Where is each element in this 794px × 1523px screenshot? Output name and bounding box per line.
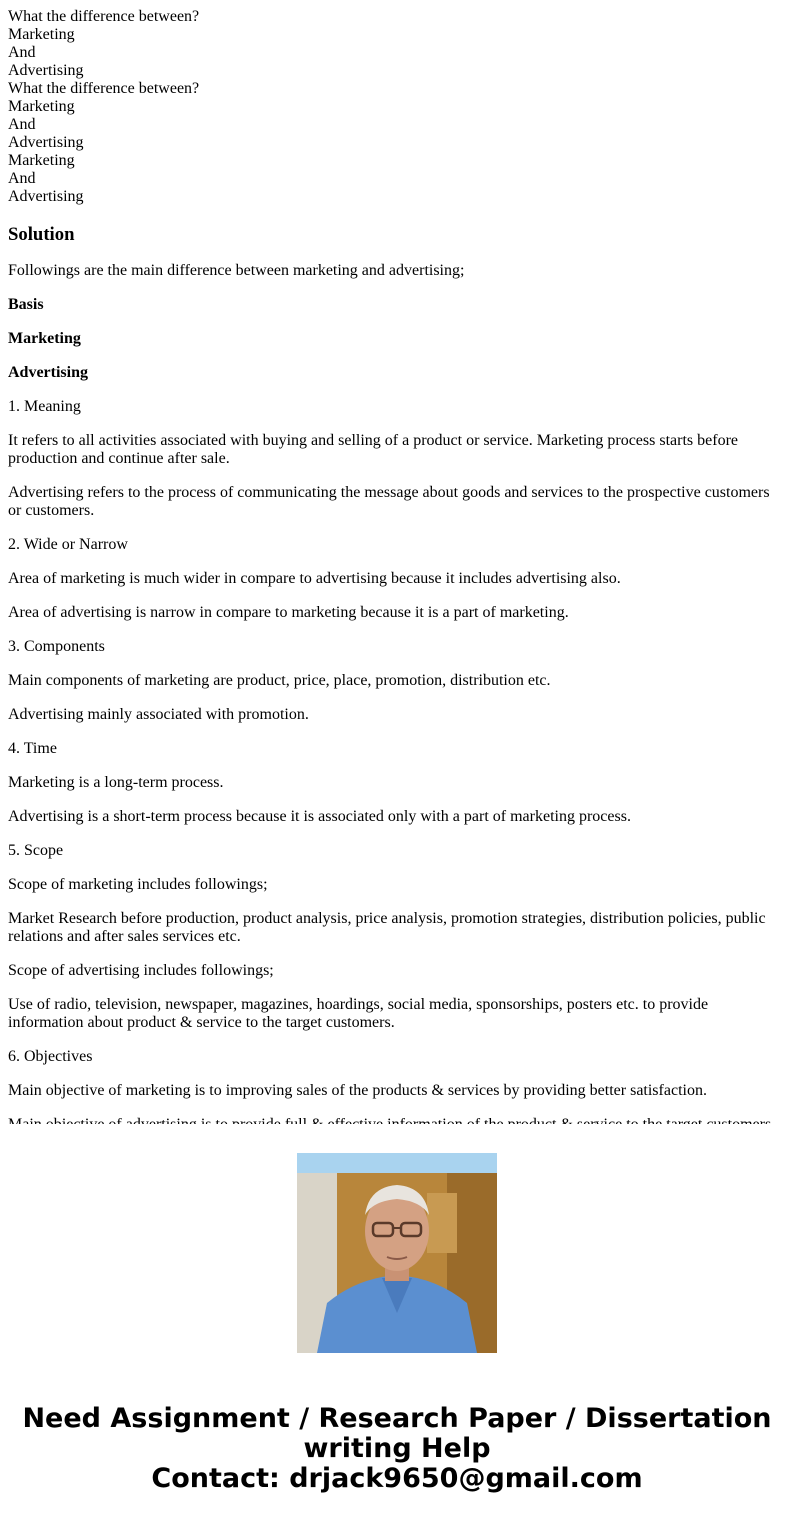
intro-text: Followings are the main difference between marketing and advertising; (8, 262, 465, 279)
header-line: Marketing (8, 152, 75, 169)
promo-line-2: writing Help (303, 1433, 491, 1464)
table-header-marketing: Marketing (8, 330, 81, 347)
advertising-meaning: Advertising refers to the process of communicating the message about goods and services to the prospective customers or customers. (8, 484, 770, 519)
marketing-meaning: It refers to all activities associated with buying and selling of a product or service. Marketing process starts before production and continue after sale. (8, 432, 738, 467)
question-and-solution (8, 8, 786, 1124)
marketing-wide-narrow: Area of marketing is much wider in compare to advertising because it includes advertising also. (8, 570, 621, 587)
advertising-scope-detail: Use of radio, television, newspaper, magazines, hoardings, social media, sponsorships, posters etc. to provide information about product & service to the target customers. (8, 996, 709, 1031)
promo-footer (0, 1124, 794, 1523)
advertising-time: Advertising is a short-term process because it is associated only with a part of marketing process. (8, 808, 631, 825)
basis-wide-narrow: 2. Wide or Narrow (8, 536, 128, 553)
promo-contact: Contact: drjack9650@gmail.com (151, 1463, 643, 1494)
header-line: And (8, 116, 36, 133)
promo-line-1: Need Assignment / Research Paper / Dissertation (22, 1403, 772, 1434)
header-line: Advertising (8, 134, 84, 151)
marketing-scope-detail: Market Research before production, product analysis, price analysis, promotion strategies, distribution policies, public relations and after sales services etc. (8, 910, 766, 945)
advertising-components: Advertising mainly associated with promotion. (8, 706, 309, 723)
basis-components: 3. Components (8, 638, 105, 655)
solution-heading: Solution (8, 224, 75, 245)
author-portrait-icon (297, 1153, 497, 1353)
table-header-advertising: Advertising (8, 364, 88, 381)
marketing-scope-intro: Scope of marketing includes followings; (8, 876, 268, 893)
header-line: Marketing (8, 98, 75, 115)
advertising-wide-narrow: Area of advertising is narrow in compare to marketing because it is a part of marketing. (8, 604, 569, 621)
question-header (8, 8, 786, 206)
header-line: And (8, 170, 36, 187)
header-line: Marketing (8, 26, 75, 43)
table-header-basis: Basis (8, 296, 44, 313)
author-avatar (297, 1153, 497, 1353)
promo-text (0, 1404, 794, 1494)
marketing-objectives: Main objective of marketing is to improving sales of the products & services by providing better satisfaction. (8, 1082, 707, 1099)
basis-objectives: 6. Objectives (8, 1048, 93, 1065)
header-line: What the difference between? (8, 8, 200, 25)
header-line: What the difference between? (8, 80, 200, 97)
header-line: And (8, 44, 36, 61)
marketing-components: Main components of marketing are product, price, place, promotion, distribution etc. (8, 672, 551, 689)
basis-meaning: 1. Meaning (8, 398, 81, 415)
basis-time: 4. Time (8, 740, 57, 757)
header-line: Advertising (8, 62, 84, 79)
header-line: Advertising (8, 188, 84, 205)
basis-scope: 5. Scope (8, 842, 64, 859)
advertising-scope-intro: Scope of advertising includes followings; (8, 962, 274, 979)
marketing-time: Marketing is a long-term process. (8, 774, 224, 791)
